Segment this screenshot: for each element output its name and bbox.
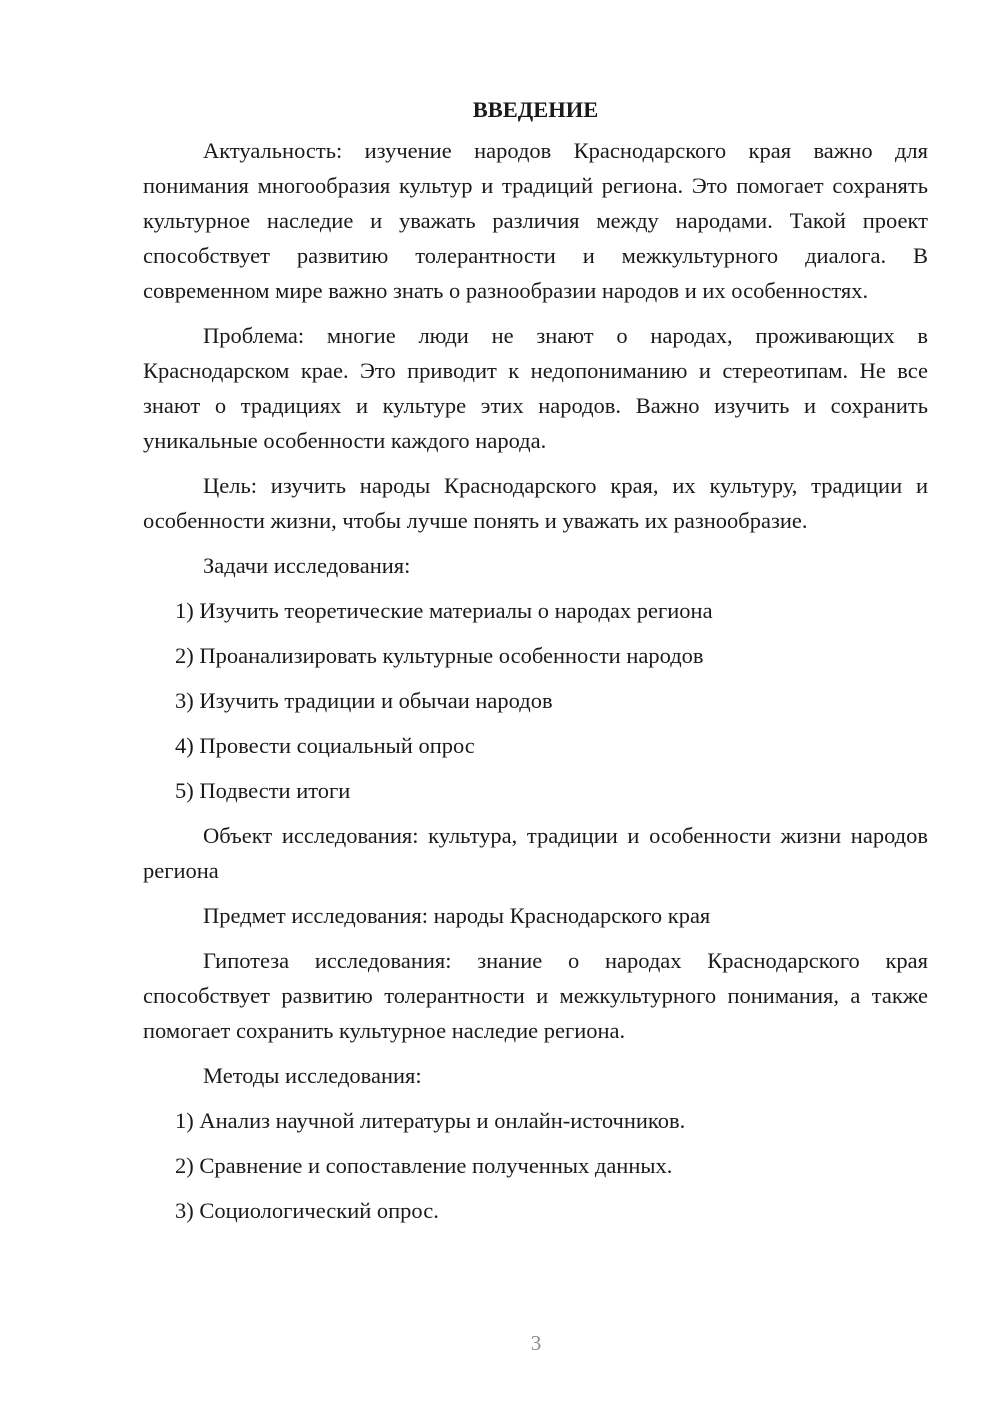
- tasks-list: [143, 593, 928, 808]
- methods-heading: Методы исследования:: [203, 1063, 422, 1088]
- list-item: 4) Провести социальный опрос: [175, 733, 475, 758]
- list-item: 1) Изучить теоретические материалы о народах региона: [175, 598, 713, 623]
- list-item: 2) Проанализировать культурные особенности народов: [175, 643, 704, 668]
- list-item: 3) Изучить традиции и обычаи народов: [175, 688, 553, 713]
- document-title: ВВЕДЕНИЕ: [472, 97, 599, 122]
- list-item: 2) Сравнение и сопоставление полученных данных.: [175, 1153, 673, 1178]
- page-number: 3: [530, 1331, 542, 1355]
- hypothesis-paragraph: Гипотеза исследования: знание о народах Краснодарского края способствует развитию толерантности и межкультурного понимания, а также помогает сохранить культурное наследие региона.: [143, 948, 928, 1043]
- problem-paragraph: Проблема: многие люди не знают о народах, проживающих в Краснодарском крае. Это приводит к недопониманию и стереотипам. Не все знают о традициях и культуре этих народов. Важно изучить и сохранить уникальные особенности каждого народа.: [143, 323, 928, 453]
- document-page: [143, 92, 928, 1238]
- list-item: 1) Анализ научной литературы и онлайн-источников.: [175, 1108, 686, 1133]
- list-item: 3) Социологический опрос.: [175, 1198, 439, 1223]
- list-item: 5) Подвести итоги: [175, 778, 351, 803]
- relevance-paragraph: Актуальность: изучение народов Краснодарского края важно для понимания многообразия культур и традиций региона. Это помогает сохранять культурное наследие и уважать различия между народами. Такой проект способствует развитию толерантности и межкультурного диалога. В современном мире важно знать о разнообразии народов и их особенностях.: [143, 138, 928, 303]
- methods-list: [143, 1103, 928, 1228]
- goal-paragraph: Цель: изучить народы Краснодарского края, их культуру, традиции и особенности жизни, чтобы лучше понять и уважать их разнообразие.: [143, 473, 928, 533]
- subject-paragraph: Предмет исследования: народы Краснодарского края: [203, 903, 711, 928]
- object-paragraph: Объект исследования: культура, традиции и особенности жизни народов региона: [143, 823, 928, 883]
- tasks-heading: Задачи исследования:: [203, 553, 411, 578]
